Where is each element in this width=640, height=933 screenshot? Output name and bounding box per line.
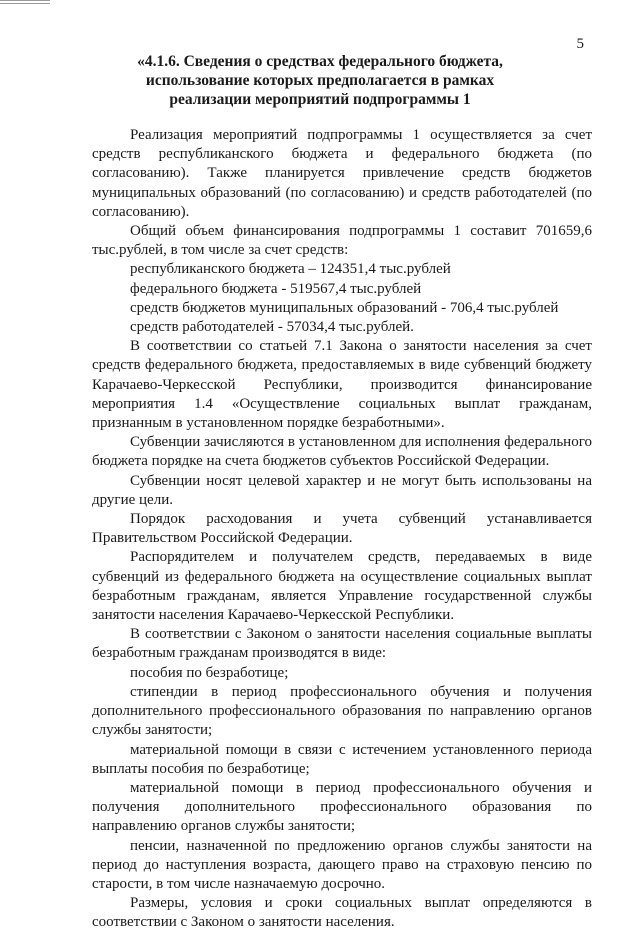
funding-item: средств работодателей - 57034,4 тыс.рублей.: [130, 319, 414, 336]
paragraph: Порядок расходования и учета субвенций устанавливается Правительством Российской Федерации.: [92, 511, 592, 547]
payment-type-item: пенсии, назначенной по предложению органов службы занятости на период до наступления возраста, дающего право на страховую пенсию по старости, в том числе назначаемую досрочно.: [92, 837, 592, 892]
payment-type-item: стипендии в период профессионального обучения и получения дополнительного профессионального образования по направлению органов службы занятости;: [92, 683, 592, 739]
paragraph: Субвенции зачисляются в установленном для исполнения федерального бюджета порядке на счета бюджетов субъектов Российской Федерации.: [92, 434, 592, 470]
scan-edge-marks: [0, 0, 50, 6]
paragraph: Размеры, условия и сроки социальных выплат определяются в соответствии с Законом о занятости населения.: [92, 895, 592, 931]
section-heading: [100, 52, 540, 109]
funding-item: средств бюджетов муниципальных образований - 706,4 тыс.рублей: [130, 299, 559, 316]
paragraph: Общий объем финансирования подпрограммы 1 составит 701659,6 тыс.рублей, в том числе за счет средств:: [92, 223, 592, 259]
funding-item: республиканского бюджета – 124351,4 тыс.рублей: [130, 261, 451, 278]
paragraph: В соответствии с Законом о занятости населения социальные выплаты безработным гражданам производятся в виде:: [92, 626, 592, 662]
paragraph: В соответствии со статьей 7.1 Закона о занятости населения за счет средств федерального бюджета, предоставляемых в виде субвенций бюджету Карачаево-Черкесской Республики, производится финансирование мероприятия 1.4 «Осуществление социальных выплат гражданам, признанным в установленном порядке безработными».: [92, 338, 592, 432]
paragraph: Реализация мероприятий подпрограммы 1 осуществляется за счет средств республиканского бюджета и федерального бюджета (по согласованию). Также планируется привлечение средств бюджетов муниципальных образований (по согласованию) и средств работодателей (по согласованию).: [92, 127, 592, 220]
page-number: 5: [576, 36, 584, 52]
payment-type-item: материальной помощи в связи с истечением установленного периода выплаты пособия по безработице;: [92, 741, 592, 777]
funding-item: федерального бюджета - 519567,4 тыс.рублей: [130, 280, 422, 297]
payment-type-item: материальной помощи в период профессионального обучения и получения дополнительного профессионального образования по направлению органов службы занятости;: [92, 779, 592, 835]
heading-line: использование которых предполагается в рамках: [145, 72, 495, 89]
document-body: [92, 126, 592, 933]
heading-line: реализации мероприятий подпрограммы 1: [169, 91, 471, 108]
paragraph: Субвенции носят целевой характер и не могут быть использованы на другие цели.: [92, 472, 592, 508]
heading-line: «4.1.6. Сведения о средствах федерального бюджета,: [137, 53, 503, 70]
paragraph: Распорядителем и получателем средств, передаваемых в виде субвенций из федерального бюджета на осуществление социальных выплат безработным гражданам, является Управление государственной службы занятости населения Карачаево-Черкесской Республики.: [92, 549, 592, 624]
payment-type-item: пособия по безработице;: [130, 664, 289, 681]
